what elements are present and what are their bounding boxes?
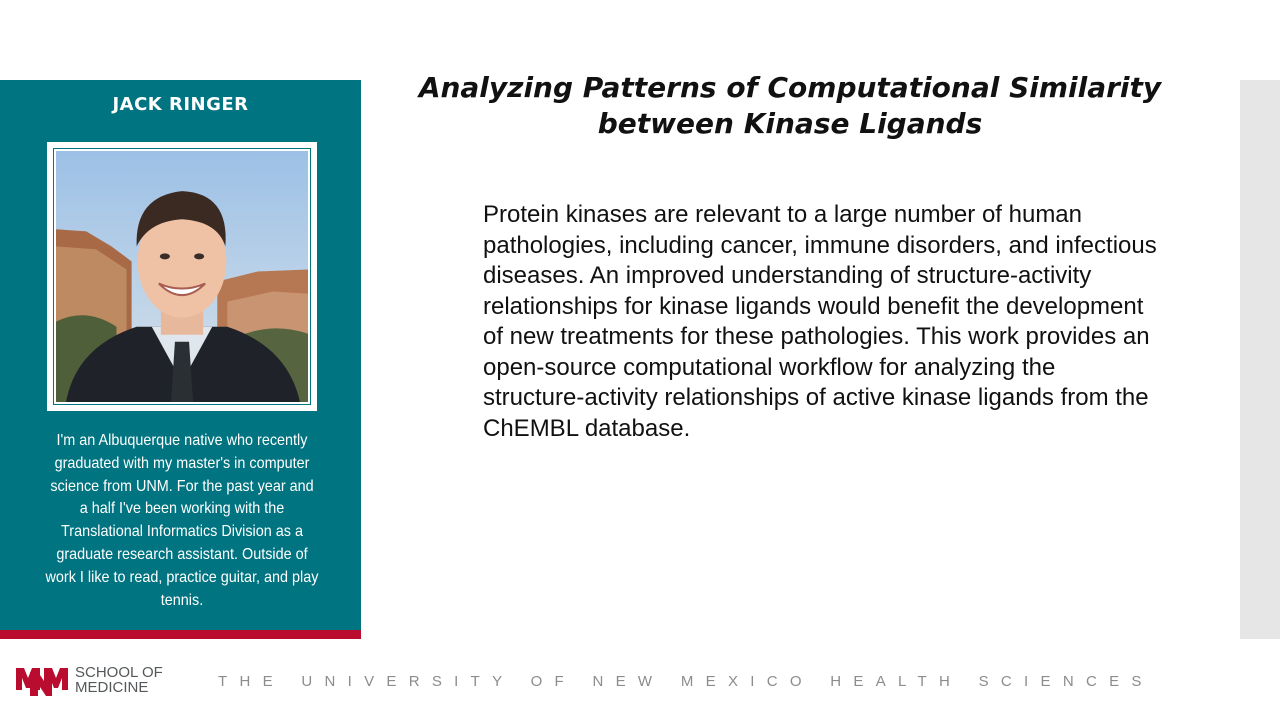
accent-stripe (0, 630, 361, 639)
university-name: THE UNIVERSITY OF NEW MEXICO HEALTH SCIENCES (218, 673, 1154, 690)
profile-name: JACK RINGER (112, 94, 249, 115)
side-panel (1240, 80, 1280, 639)
title-line-2: between Kinase Ligands (597, 107, 983, 140)
title-line-1: Analyzing Patterns of Computational Similarity (418, 71, 1162, 104)
page-title (400, 70, 1180, 142)
portrait-image (56, 151, 308, 402)
abstract-text: Protein kinases are relevant to a large number of human pathologies, including cancer, immune disorders, and infectious diseases. An improved understanding of structure-activity relationships for kinase ligands would benefit the development of new treatments for these pathologies. This work provides an open-source computational workflow for analyzing the structure-activity relationships of active kinase ligands from the ChEMBL database. (483, 201, 1157, 442)
school-line-2: MEDICINE (75, 679, 149, 696)
profile-photo (53, 148, 311, 405)
school-line-1: SCHOOL OF (75, 664, 163, 681)
unm-logo-icon (14, 662, 70, 698)
profile-photo-frame (47, 142, 317, 411)
school-name (75, 665, 163, 695)
profile-bio: I'm an Albuquerque native who recently graduated with my master's in computer science from UNM. For the past year and a half I've been working with the Translational Informatics Division as a graduate research assistant. Outside of work I like to read, practice guitar, and play tennis. (45, 432, 319, 609)
